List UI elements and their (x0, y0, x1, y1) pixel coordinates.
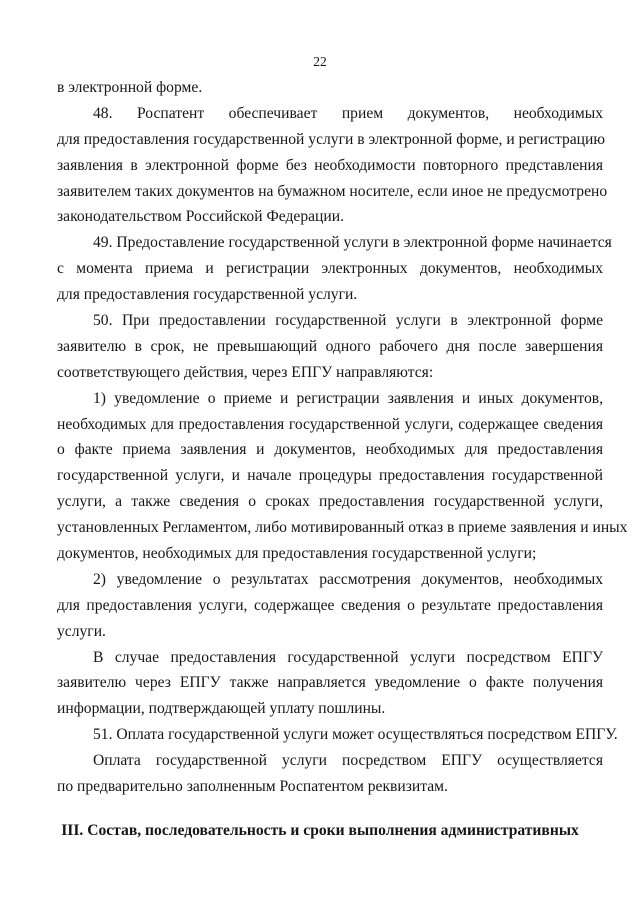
paragraph-48-line: заявителем таких документов на бумажном носителе, если иное не предусмотрено (57, 182, 608, 200)
paragraph-48-line: для предоставления государственной услуги в электронной форме, и регистрацию (57, 130, 606, 148)
payment-paragraph-line: Оплата государственной услуги посредством ЕПГУ осуществляется (93, 752, 603, 770)
epgu-paragraph-line: В случае предоставления государственной услуги посредством ЕПГУ (93, 648, 603, 666)
list-item-1-line: услуги, а также сведения о сроках предоставления государственной услуги, (57, 493, 603, 511)
paragraph-48-line: заявления в электронной форме без необходимости повторного представления (57, 156, 603, 174)
document-body (57, 75, 628, 800)
epgu-paragraph-line: заявителю через ЕПГУ также направляется уведомление о факте получения (57, 674, 603, 692)
paragraph-50-line: заявителю в срок, не превышающий одного рабочего дня после завершения (57, 337, 603, 355)
list-item-1-line: документов, необходимых для предоставления государственной услуги; (57, 545, 537, 563)
paragraph-48-line: 48. Роспатент обеспечивает прием документов, необходимых (93, 104, 603, 122)
list-item-2-line: для предоставления услуги, содержащее сведения о результате предоставления (57, 596, 603, 614)
paragraph-50-line: 50. При предоставлении государственной услуги в электронной форме (93, 312, 603, 330)
list-item-1-line: государственной услуги, и начале процедуры предоставления государственной (57, 467, 603, 485)
paragraph-50-line: соответствующего действия, через ЕПГУ направляются: (57, 363, 434, 381)
paragraph-49-line: с момента приема и регистрации электронных документов, необходимых (57, 260, 603, 278)
list-item-2-line: 2) уведомление о результатах рассмотрения документов, необходимых (93, 570, 603, 588)
list-item-1-line: установленных Регламентом, либо мотивированный отказ в приеме заявления и иных (57, 519, 628, 537)
paragraph-49-line: 49. Предоставление государственной услуги в электронной форме начинается (93, 234, 612, 252)
paragraph-51-line: 51. Оплата государственной услуги может осуществляться посредством ЕПГУ. (93, 726, 618, 744)
section-heading: III. Состав, последовательность и сроки выполнения административных (61, 822, 579, 839)
payment-paragraph-line: по предварительно заполненным Роспатентом реквизитам. (57, 778, 448, 796)
list-item-1-line: 1) уведомление о приеме и регистрации заявления и иных документов, (93, 389, 603, 407)
list-item-1-line: необходимых для предоставления государственной услуги, содержащее сведения (57, 415, 603, 433)
list-item-2-line: услуги. (57, 622, 106, 640)
list-item-1-line: о факте приема заявления и документов, необходимых для предоставления (57, 441, 603, 459)
paragraph-49-line: для предоставления государственной услуги. (57, 286, 358, 304)
epgu-paragraph-line: информации, подтверждающей уплату пошлины. (57, 700, 386, 718)
paragraph-48-line: законодательством Российской Федерации. (57, 208, 344, 226)
text-line: в электронной форме. (57, 79, 203, 96)
page-number: 22 (313, 54, 327, 69)
